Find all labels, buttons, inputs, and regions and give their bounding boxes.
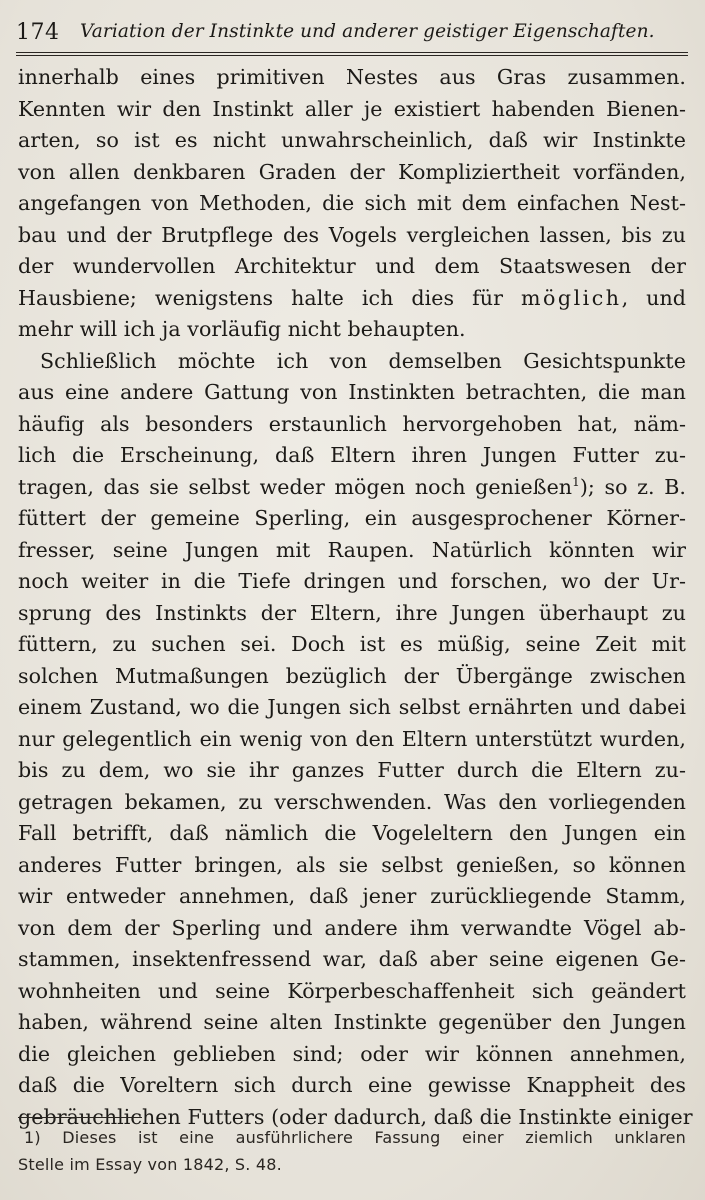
text-line: nur gelegentlich ein wenig von den Eltern unterstützt wurden,	[18, 726, 686, 751]
footnote-rule	[18, 1117, 142, 1118]
text-line: Fall betrifft, daß nämlich die Vogeleltern den Jungen ein	[18, 821, 686, 845]
text-line: von allen denkbaren Graden der Kompliziertheit vorfänden,	[18, 159, 686, 184]
text-line-part: Hausbiene; wenigstens halte ich dies für	[18, 285, 503, 310]
text-line: bau und der Brutpflege des Vogels vergleichen lassen, bis zu	[18, 222, 686, 247]
text-line: häufig als besonders erstaunlich hervorgehoben hat, näm-	[18, 411, 686, 436]
text-line: gebräuchlichen Futters (oder dadurch, daß die Instinkte einiger	[18, 1104, 693, 1129]
text-line-part: ); so z. B.	[579, 474, 686, 499]
page-header	[16, 18, 688, 54]
text-line: arten, so ist es nicht unwahrscheinlich, daß wir Instinkte	[18, 128, 686, 152]
emphasized-word: möglich	[520, 285, 622, 310]
paragraph-start-line: Schließlich möchte ich von demselben Gesichtspunkte	[40, 348, 686, 373]
footnote-marker[interactable]: 1	[572, 474, 580, 489]
text-line: füttern, zu suchen sei. Doch ist es müßig, seine Zeit mit	[18, 632, 686, 656]
header-rule	[16, 52, 688, 56]
text-line: stammen, insektenfressend war, daß aber seine eigenen Ge-	[18, 947, 686, 971]
text-line: anderes Futter bringen, als sie selbst genießen, so können	[18, 852, 686, 877]
footnote-line: Stelle im Essay von 1842, S. 48.	[18, 1155, 282, 1174]
text-line	[18, 283, 686, 315]
text-line: solchen Mutmaßungen bezüglich der Übergänge zwischen	[18, 663, 686, 688]
text-line: von dem der Sperling und andere ihm verwandte Vögel ab-	[18, 915, 686, 940]
text-line-part: tragen, das sie selbst weder mögen noch genießen	[18, 474, 573, 499]
running-title: Variation der Instinkte und anderer geistiger Eigenschaften.	[80, 21, 655, 42]
footnotes	[18, 1124, 686, 1178]
text-line: innerhalb eines primitiven Nestes aus Gras zusammen.	[18, 65, 686, 89]
text-line: noch weiter in die Tiefe dringen und forschen, wo der Ur-	[18, 569, 686, 593]
text-line: daß die Voreltern sich durch eine gewisse Knappheit des	[18, 1073, 686, 1097]
text-line: fresser, seine Jungen mit Raupen. Natürlich könnten wir	[18, 537, 686, 562]
text-line: sprung des Instinkts der Eltern, ihre Jungen überhaupt zu	[18, 600, 686, 625]
text-line: füttert der gemeine Sperling, ein ausgesprochener Körner-	[18, 506, 686, 530]
paragraph-end-line: mehr will ich ja vorläufig nicht behaupten.	[18, 317, 466, 341]
text-line: bis zu dem, wo sie ihr ganzes Futter durch die Eltern zu-	[18, 758, 686, 782]
text-line: wohnheiten und seine Körperbeschaffenheit sich geändert	[18, 978, 686, 1003]
text-line: aus eine andere Gattung von Instinkten betrachten, die man	[18, 380, 686, 404]
page-number: 174	[16, 20, 60, 45]
body-text	[18, 62, 693, 1133]
text-line: lich die Erscheinung, daß Eltern ihren Jungen Futter zu-	[18, 443, 686, 467]
text-line: getragen bekamen, zu verschwenden. Was den vorliegenden	[18, 789, 686, 814]
footnote-line: 1) Dieses ist eine ausführlichere Fassung einer ziemlich unklaren	[24, 1128, 686, 1147]
text-line	[18, 472, 686, 504]
text-line: einem Zustand, wo die Jungen sich selbst ernährten und dabei	[18, 695, 686, 719]
text-line-part: , und	[621, 285, 686, 310]
text-line: die gleichen geblieben sind; oder wir können annehmen,	[18, 1041, 686, 1066]
text-line: wir entweder annehmen, daß jener zurückliegende Stamm,	[18, 884, 686, 908]
text-line: Kennten wir den Instinkt aller je existiert habenden Bienen-	[18, 96, 686, 121]
text-line: der wundervollen Architektur und dem Staatswesen der	[18, 254, 686, 278]
text-line: haben, während seine alten Instinkte gegenüber den Jungen	[18, 1010, 686, 1034]
text-line: angefangen von Methoden, die sich mit dem einfachen Nest-	[18, 191, 686, 215]
